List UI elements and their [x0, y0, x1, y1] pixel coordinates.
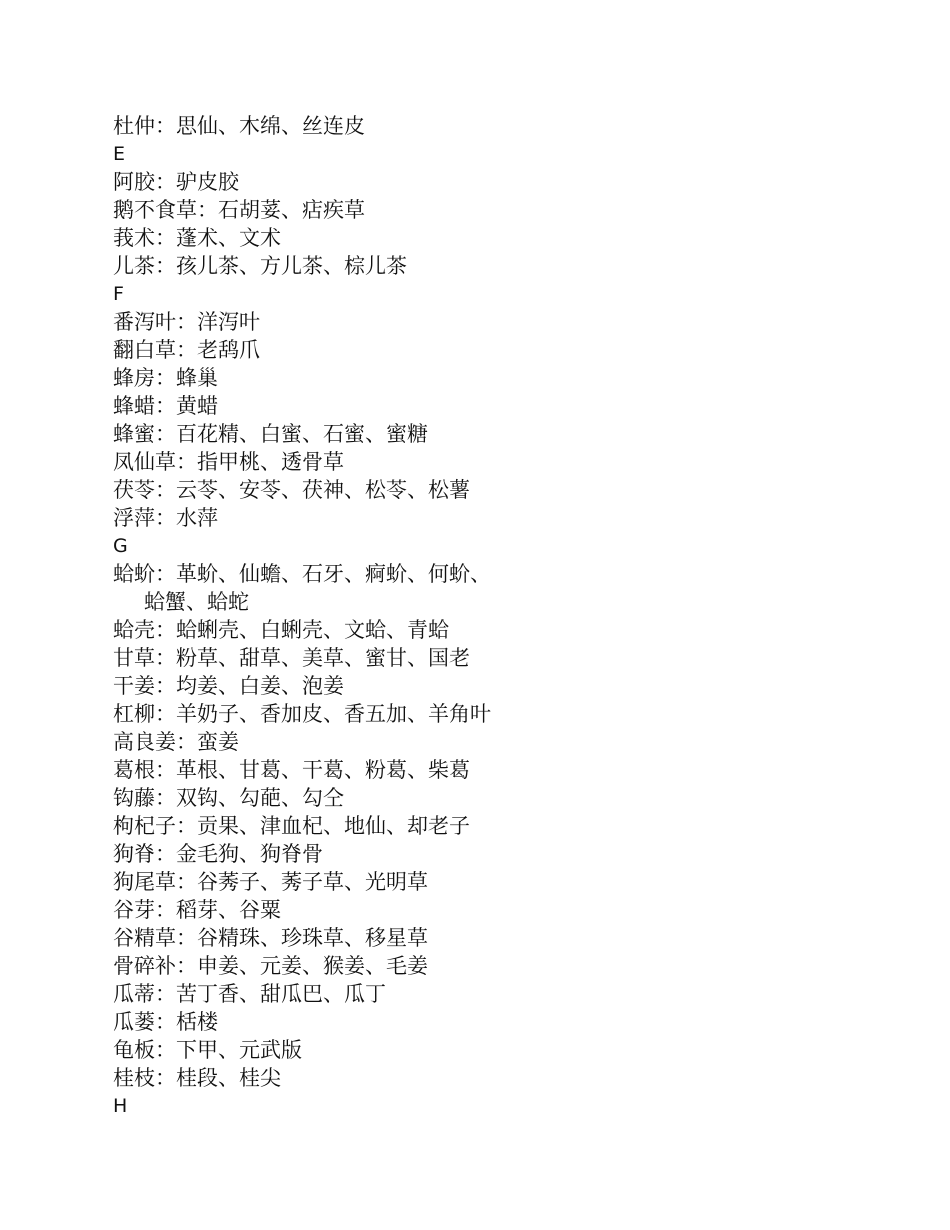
list-item: 凤仙草：指甲桃、透骨草: [113, 450, 344, 474]
list-item: 高良姜：蛮姜: [113, 730, 239, 754]
list-item: 阿胶：驴皮胶: [113, 170, 239, 194]
list-item: 杠柳：羊奶子、香加皮、香五加、羊角叶: [113, 702, 491, 726]
list-item: 骨碎补：申姜、元姜、猴姜、毛姜: [113, 954, 428, 978]
list-item: 龟板：下甲、元武版: [113, 1038, 302, 1062]
list-item: 葛根：革根、甘葛、干葛、粉葛、柴葛: [113, 758, 470, 782]
list-item: 浮萍：水萍: [113, 506, 218, 530]
list-item: 谷精草：谷精珠、珍珠草、移星草: [113, 926, 428, 950]
list-item: 狗尾草：谷莠子、莠子草、光明草: [113, 870, 428, 894]
list-item: 枸杞子：贡果、津血杞、地仙、却老子: [113, 814, 470, 838]
list-item-continuation: 蛤蟹、蛤蛇: [144, 590, 249, 614]
list-item: 瓜蒌：栝楼: [113, 1010, 218, 1034]
herb-alias-list: [113, 112, 873, 1120]
list-item: 翻白草：老鸹爪: [113, 338, 260, 362]
list-item: 瓜蒂：苦丁香、甜瓜巴、瓜丁: [113, 982, 386, 1006]
section-letter-e: E: [113, 143, 126, 165]
list-item: 番泻叶：洋泻叶: [113, 310, 260, 334]
list-item: 狗脊：金毛狗、狗脊骨: [113, 842, 323, 866]
list-item: 甘草：粉草、甜草、美草、蜜甘、国老: [113, 646, 470, 670]
list-item: 谷芽：稻芽、谷粟: [113, 898, 281, 922]
list-item: 杜仲：思仙、木绵、丝连皮: [113, 114, 365, 138]
list-item: 蛤壳：蛤蜊壳、白蜊壳、文蛤、青蛤: [113, 618, 449, 642]
list-item: 干姜：均姜、白姜、泡姜: [113, 674, 344, 698]
list-item: 鹅不食草：石胡荽、痁疾草: [113, 198, 365, 222]
list-item: 蛤蚧：革蚧、仙蟾、石牙、痾蚧、何蚧、: [113, 562, 491, 586]
list-item: 蜂蜡：黄蜡: [113, 394, 218, 418]
list-item: 钩藤：双钩、勾葩、勾仝: [113, 786, 344, 810]
list-item: 蜂房：蜂巢: [113, 366, 218, 390]
list-item: 蜂蜜：百花精、白蜜、石蜜、蜜糖: [113, 422, 428, 446]
list-item: 莪术：蓬术、文术: [113, 226, 281, 250]
list-item: 桂枝：桂段、桂尖: [113, 1066, 281, 1090]
section-letter-g: G: [113, 535, 128, 557]
section-letter-h: H: [113, 1095, 128, 1117]
list-item: 茯苓：云苓、安苓、茯神、松苓、松薯: [113, 478, 470, 502]
section-letter-f: F: [113, 283, 124, 305]
list-item: 儿茶：孩儿茶、方儿茶、棕儿茶: [113, 254, 407, 278]
